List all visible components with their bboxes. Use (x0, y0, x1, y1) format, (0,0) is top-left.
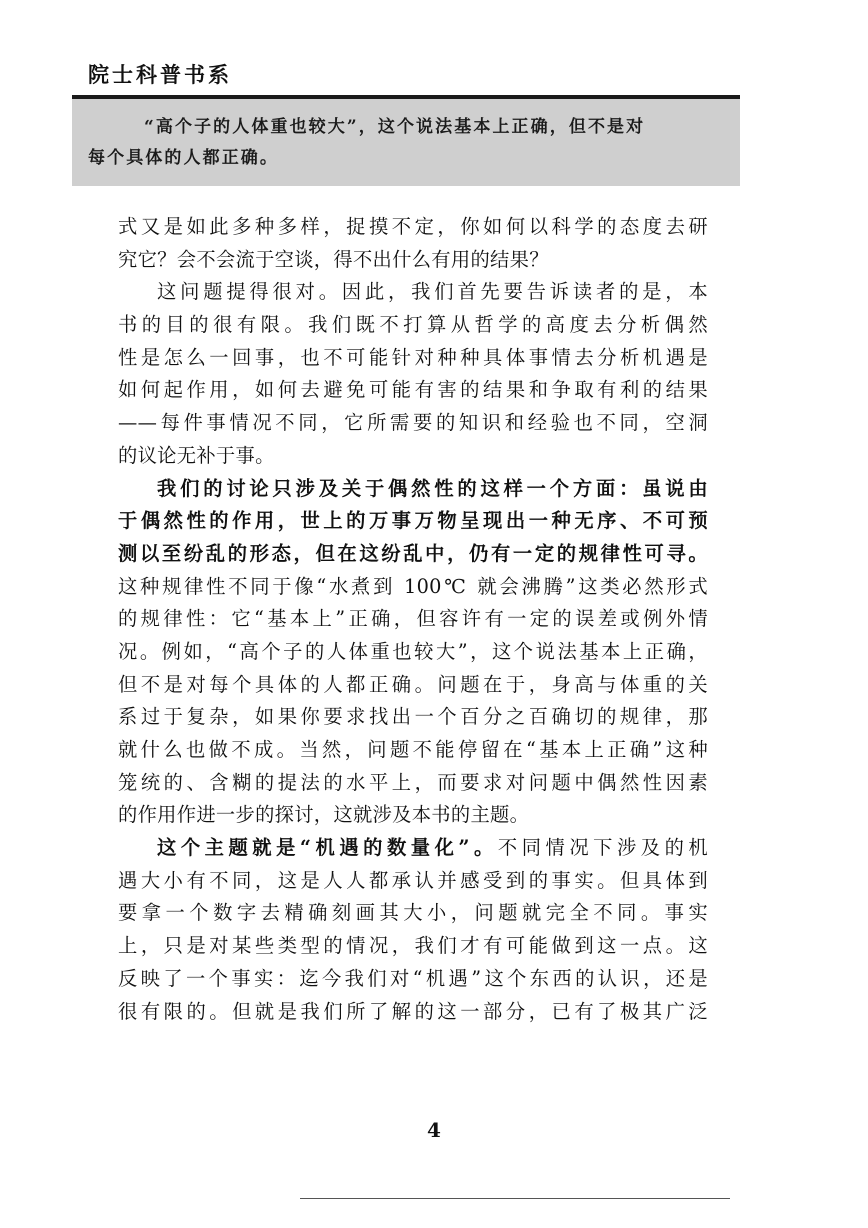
text-line: 这问题提得很对。因此，我们首先要告诉读者的是，本 (157, 280, 708, 304)
text-line: 的规律性：它“基本上”正确，但容许有一定的误差或例外情 (118, 607, 708, 631)
text-line: 系过于复杂，如果你要求找出一个百分之百确切的规律，那 (118, 705, 708, 729)
text-line: 这种规律性不同于像“水煮到 100℃ 就会沸腾”这类必然形式 (118, 574, 708, 598)
pull-quote-box (72, 99, 740, 186)
text-line: 究它？会不会流于空谈，得不出什么有用的结果？ (118, 247, 549, 271)
text-line: 如何起作用，如何去避免可能有害的结果和争取有利的结果 (118, 378, 708, 402)
text-line: 的议论无补于事。 (118, 443, 275, 467)
text-line: 就什么也做不成。当然，问题不能停留在“基本上正确”这种 (118, 738, 708, 761)
body-text (118, 211, 708, 1028)
text-line: 但不是对每个具体的人都正确。问题在于，身高与体重的关 (118, 672, 708, 696)
text-line: 反映了一个事实：迄今我们对“机遇”这个东西的认识，还是 (118, 966, 708, 990)
text-line: 笼统的、含糊的提法的水平上，而要求对问题中偶然性因素 (118, 770, 708, 794)
text-line: 书的目的很有限。我们既不打算从哲学的高度去分析偶然 (118, 313, 708, 337)
text-line: 况。例如，“高个子的人体重也较大”，这个说法基本上正确， (118, 639, 708, 663)
text-line: 于偶然性的作用，世上的万事万物呈现出一种无序、不可预 (118, 509, 708, 533)
text-line (118, 832, 708, 865)
text-line: 很有限的。但就是我们所了解的这一部分，已有了极其广泛 (118, 999, 708, 1023)
text-line: 上，只是对某些类型的情况，我们才有可能做到这一点。这 (118, 934, 708, 958)
text-line: ——每件事情况不同，它所需要的知识和经验也不同，空洞 (118, 411, 708, 435)
text-line: 的作用作进一步的探讨，这就涉及本书的主题。 (118, 803, 530, 827)
series-title: 院士科普书系 (88, 62, 232, 87)
pull-quote-line: 每个具体的人都正确。 (88, 148, 279, 168)
text-line: 要拿一个数字去精确刻画其大小，问题就完全不同。事实 (118, 901, 708, 925)
text-line: 我们的讨论只涉及关于偶然性的这样一个方面：虽说由 (157, 476, 708, 500)
text-line: 遇大小有不同，这是人人都承认并感受到的事实。但具体到 (118, 868, 708, 892)
footer-rule (300, 1198, 730, 1199)
text-continuation: 不同情况下涉及的机 (497, 836, 708, 860)
pull-quote-line: “高个子的人体重也较大”，这个说法基本上正确，但不是对 (144, 117, 646, 137)
bold-lead: 这个主题就是“机遇的数量化”。 (157, 836, 498, 860)
text-line: 测以至纷乱的形态，但在这纷乱中，仍有一定的规律性可寻。 (118, 541, 708, 565)
page-number: 4 (427, 1118, 441, 1142)
text-line: 式又是如此多种多样，捉摸不定，你如何以科学的态度去研 (118, 215, 708, 238)
text-line: 性是怎么一回事，也不可能针对种种具体事情去分析机遇是 (118, 345, 708, 369)
